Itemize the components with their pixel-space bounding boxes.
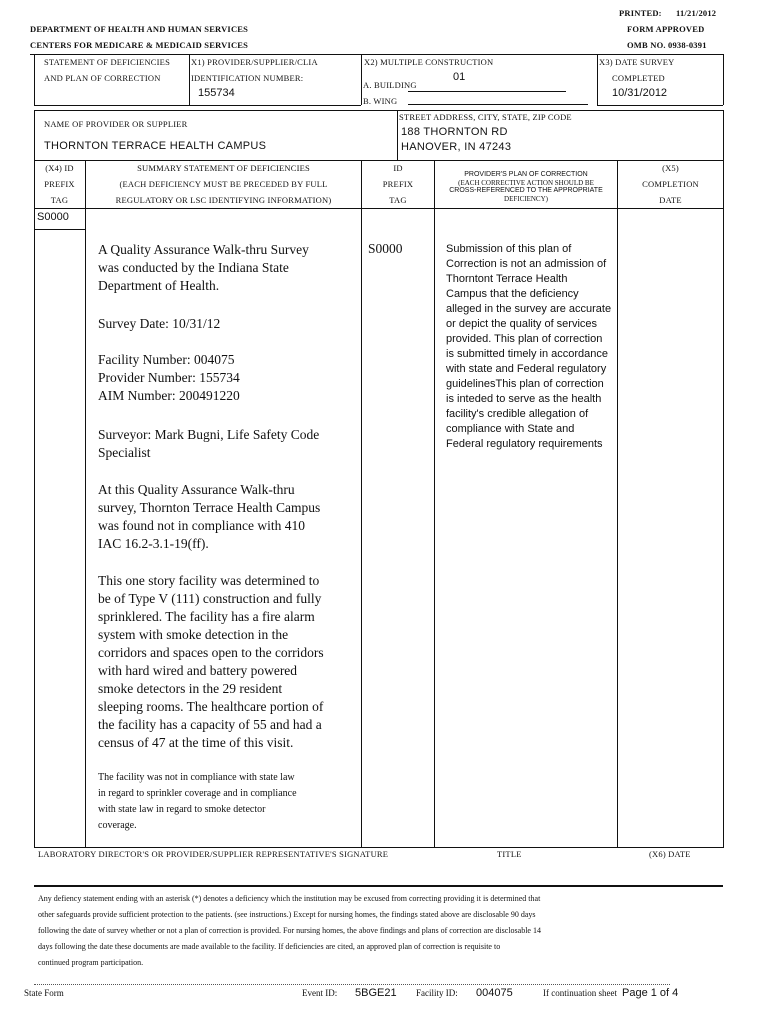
deficiency-para-4: Surveyor: Mark Bugni, Life Safety Code Specialist bbox=[98, 427, 320, 460]
deficiency-para-3: Facility Number: 004075 Provider Number: 155734 AIM Number: 200491220 bbox=[98, 352, 240, 403]
x6-date-label: (X6) DATE bbox=[649, 849, 691, 859]
facility-id-label: Facility ID: bbox=[416, 988, 458, 998]
dept-line1: DEPARTMENT OF HEALTH AND HUMAN SERVICES bbox=[30, 24, 249, 34]
x3-value: 10/31/2012 bbox=[612, 87, 668, 99]
x4-header-2: PREFIX bbox=[44, 179, 75, 189]
x2-label: X2) MULTIPLE CONSTRUCTION bbox=[364, 57, 494, 67]
provider-name-label: NAME OF PROVIDER OR SUPPLIER bbox=[44, 119, 188, 129]
statement-label-1: STATEMENT OF DEFICIENCIES bbox=[44, 57, 171, 67]
signature-label: LABORATORY DIRECTOR'S OR PROVIDER/SUPPLIER REPRESENTATIVE'S SIGNATURE bbox=[38, 849, 389, 859]
state-form-label: State Form bbox=[24, 988, 64, 998]
deficiency-para-6: This one story facility was determined to be of Type V (111) construction and fully sprinklered. The facility has a fire alarm system with smoke detection in the corridors and spaces open to the corridors with hard wired and battery powered smoke detectors in the 29 resident sleeping rooms. The healthcare portion of the facility has a capacity of 55 and had a census of 47 at the time of this visit. bbox=[98, 573, 324, 750]
summary-header-2: (EACH DEFICIENCY MUST BE PRECEDED BY FULL bbox=[119, 179, 328, 189]
printed-date: 11/21/2012 bbox=[676, 8, 717, 18]
event-id-label: Event ID: bbox=[302, 988, 338, 998]
plan-of-correction-text: Submission of this plan of Correction is not an admission of Thorntont Terrace Health Campus that the deficiency alleged in the survey are accurate or depict the quality of services provided. This plan of correction is submitted timely in accordance with state and Federal regulatory guidelinesThis plan of correction is inteded to serve as the health facility's credible allegation of compliance with State and Federal regulatory requirements bbox=[446, 243, 612, 450]
building-label: A. BUILDING bbox=[363, 80, 417, 90]
printed-label: PRINTED: bbox=[619, 8, 662, 18]
address-line1: 188 THORNTON RD bbox=[401, 126, 508, 138]
x5-header-2: COMPLETION bbox=[642, 179, 699, 189]
x4-header-1: (X4) ID bbox=[45, 163, 74, 173]
id-header-2: PREFIX bbox=[382, 179, 414, 189]
disclosure-footnote: Any defiency statement ending with an asterisk (*) denotes a deficiency which the institution may be excused from correcting providing it is determined that other safeguards provide sufficient protection to the patients. (see instructions.) Except for nursing homes, the findings stated above are disclosable 90 days following the date of survey whether or not a plan of correction is provided. For nursing homes, the above findings and plans of correction are disclosable 14 days following the date these documents are made available to the facility. If deficiencies are cited, an approved plan of correction is requisite to continued program participation. bbox=[38, 894, 541, 967]
id-header-3: TAG bbox=[389, 195, 407, 205]
prefix-tag: S0000 bbox=[37, 211, 69, 223]
summary-header-3: REGULATORY OR LSC IDENTIFYING INFORMATION) bbox=[115, 195, 332, 205]
x5-header-1: (X5) bbox=[662, 163, 679, 173]
address-label: STREET ADDRESS, CITY, STATE, ZIP CODE bbox=[399, 112, 572, 122]
dept-line2: CENTERS FOR MEDICARE & MEDICAID SERVICES bbox=[30, 40, 249, 50]
event-id-value: 5BGE21 bbox=[355, 987, 397, 999]
x3-label-1: X3) DATE SURVEY bbox=[599, 57, 675, 67]
wing-label: B. WING bbox=[363, 96, 398, 106]
statement-label-2: AND PLAN OF CORRECTION bbox=[44, 73, 161, 83]
building-value: 01 bbox=[453, 71, 466, 83]
deficiency-para-7: The facility was not in compliance with state law in regard to sprinkler coverage and in compliance with state law in regard to smoke detector coverage. bbox=[98, 772, 297, 831]
title-label: TITLE bbox=[497, 849, 522, 859]
plan-tag: S0000 bbox=[368, 241, 403, 256]
x1-label-1: X1) PROVIDER/SUPPLIER/CLIA bbox=[191, 57, 318, 67]
provider-name: THORNTON TERRACE HEALTH CAMPUS bbox=[44, 140, 267, 152]
deficiency-para-1: A Quality Assurance Walk-thru Survey was conducted by the Indiana State Department of Health. bbox=[98, 242, 309, 293]
x4-header-3: TAG bbox=[50, 195, 69, 205]
deficiency-para-5: At this Quality Assurance Walk-thru survey, Thornton Terrace Health Campus was found not in compliance with 410 IAC 16.2-3.1-19(ff). bbox=[98, 482, 321, 551]
x5-header-3: DATE bbox=[659, 195, 682, 205]
facility-id-value: 004075 bbox=[476, 987, 513, 999]
continuation-label: If continuation sheet bbox=[543, 988, 617, 998]
x3-label-2: COMPLETED bbox=[612, 73, 665, 83]
summary-header-1: SUMMARY STATEMENT OF DEFICIENCIES bbox=[137, 163, 310, 173]
x1-label-2: IDENTIFICATION NUMBER: bbox=[191, 73, 304, 83]
omb-number: OMB NO. 0938-0391 bbox=[627, 40, 707, 50]
id-header-1: ID bbox=[393, 163, 403, 173]
deficiency-para-2: Survey Date: 10/31/12 bbox=[98, 316, 221, 331]
plan-header-1: PROVIDER'S PLAN OF CORRECTION bbox=[464, 171, 588, 178]
form-approved: FORM APPROVED bbox=[627, 24, 705, 34]
plan-header-4: DEFICIENCY) bbox=[504, 195, 548, 203]
plan-header-3: CROSS-REFERENCED TO THE APPROPRIATE bbox=[449, 187, 603, 194]
plan-header-2: (EACH CORRECTIVE ACTION SHOULD BE bbox=[458, 179, 594, 187]
x1-value: 155734 bbox=[198, 87, 235, 99]
page-number: Page 1 of 4 bbox=[622, 987, 679, 999]
address-line2: HANOVER, IN 47243 bbox=[401, 141, 512, 153]
